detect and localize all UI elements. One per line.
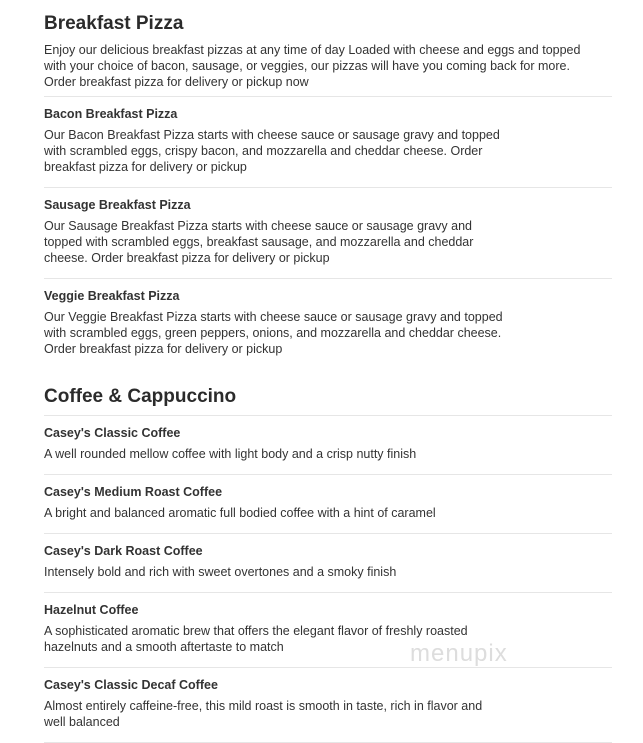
- item-description: [44, 127, 612, 175]
- item-name: Casey's Dark Roast Coffee: [44, 544, 203, 558]
- item-name: Casey's Classic Coffee: [44, 426, 181, 440]
- desc-line: Our Sausage Breakfast Pizza starts with cheese sauce or sausage gravy and: [44, 219, 473, 233]
- section-title: Coffee & Cappuccino: [44, 386, 237, 407]
- item-description: [44, 698, 612, 730]
- desc-line: A bright and balanced aromatic full bodied coffee with a hint of caramel: [44, 506, 436, 520]
- item-description: [44, 218, 612, 266]
- item-name: Casey's Medium Roast Coffee: [44, 485, 223, 499]
- desc-line: hazelnuts and a smooth aftertaste to match: [44, 640, 284, 654]
- desc-line: Almost entirely caffeine-free, this mild roast is smooth in taste, rich in flavor and: [44, 699, 483, 713]
- desc-line: Order breakfast pizza for delivery or pickup: [44, 342, 283, 356]
- watermark-logo: menupix: [410, 640, 508, 667]
- item-name: Bacon Breakfast Pizza: [44, 107, 178, 121]
- desc-line: with scrambled eggs, green peppers, onions, and mozzarella and cheddar cheese.: [44, 326, 502, 340]
- section-coffee-cappuccino: [44, 385, 612, 743]
- intro-line: Enjoy our delicious breakfast pizzas at any time of day Loaded with cheese and eggs and topped: [44, 43, 581, 57]
- menu-item: [44, 667, 612, 743]
- item-description: [44, 564, 612, 580]
- item-name: Casey's Classic Decaf Coffee: [44, 678, 218, 692]
- section-intro: [44, 42, 612, 96]
- desc-line: Intensely bold and rich with sweet overtones and a smoky finish: [44, 565, 397, 579]
- section-breakfast-pizza: [44, 12, 612, 369]
- item-description: [44, 446, 612, 462]
- item-name: Hazelnut Coffee: [44, 603, 139, 617]
- menu-item: [44, 592, 612, 667]
- menu-item: [44, 474, 612, 533]
- section-title: Breakfast Pizza: [44, 13, 184, 34]
- intro-line: Order breakfast pizza for delivery or pickup now: [44, 75, 309, 89]
- menu-item: [44, 415, 612, 474]
- menu-item: [44, 278, 612, 369]
- desc-line: topped with scrambled eggs, breakfast sausage, and mozzarella and cheddar: [44, 235, 474, 249]
- item-name: Veggie Breakfast Pizza: [44, 289, 180, 303]
- desc-line: A sophisticated aromatic brew that offers the elegant flavor of freshly roasted: [44, 624, 468, 638]
- desc-line: A well rounded mellow coffee with light body and a crisp nutty finish: [44, 447, 417, 461]
- desc-line: cheese. Order breakfast pizza for delivery or pickup: [44, 251, 330, 265]
- desc-line: Our Bacon Breakfast Pizza starts with cheese sauce or sausage gravy and topped: [44, 128, 500, 142]
- menu-item: [44, 187, 612, 278]
- item-name: Sausage Breakfast Pizza: [44, 198, 191, 212]
- intro-line: with your choice of bacon, sausage, or veggies, our pizzas will have you coming back for more.: [44, 59, 570, 73]
- desc-line: breakfast pizza for delivery or pickup: [44, 160, 247, 174]
- item-description: [44, 505, 612, 521]
- item-description: [44, 309, 612, 357]
- desc-line: Our Veggie Breakfast Pizza starts with cheese sauce or sausage gravy and topped: [44, 310, 503, 324]
- desc-line: with scrambled eggs, crispy bacon, and mozzarella and cheddar cheese. Order: [44, 144, 483, 158]
- item-description: [44, 623, 612, 655]
- desc-line: well balanced: [44, 715, 120, 729]
- menu-page: [44, 0, 612, 743]
- menu-item: [44, 533, 612, 592]
- menu-item: [44, 96, 612, 187]
